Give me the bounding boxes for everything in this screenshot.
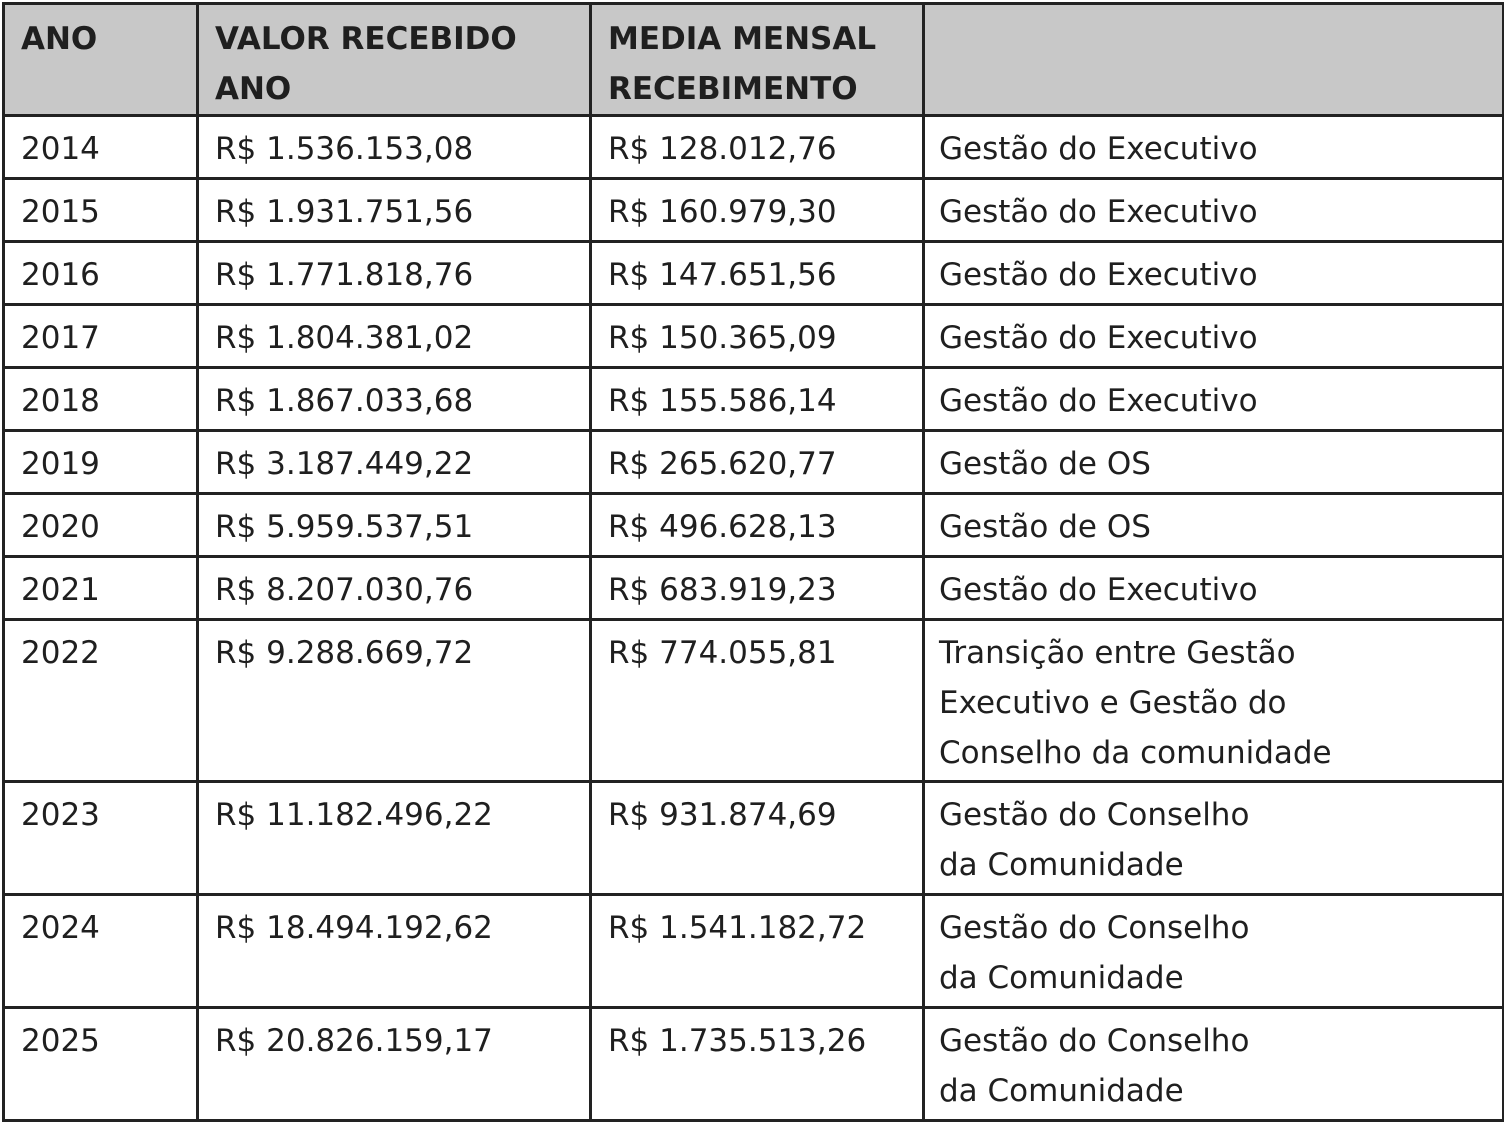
cell-valor: R$ 1.771.818,76	[198, 242, 591, 305]
table-row	[4, 242, 1504, 305]
cell-gestao: Transição entre Gestão Executivo e Gestão do Conselho da comunidade	[924, 620, 1504, 782]
cell-ano: 2019	[4, 431, 198, 494]
table-row	[4, 895, 1504, 1008]
cell-valor: R$ 1.867.033,68	[198, 368, 591, 431]
receipts-table	[2, 2, 1504, 1122]
table-row	[4, 494, 1504, 557]
cell-media: R$ 1.541.182,72	[591, 895, 924, 1008]
cell-ano: 2025	[4, 1008, 198, 1121]
table-header	[4, 4, 1504, 116]
cell-media: R$ 128.012,76	[591, 116, 924, 179]
cell-ano: 2023	[4, 782, 198, 895]
cell-valor: R$ 5.959.537,51	[198, 494, 591, 557]
table-row	[4, 620, 1504, 782]
cell-gestao: Gestão do Conselho da Comunidade	[924, 895, 1504, 1008]
cell-media: R$ 265.620,77	[591, 431, 924, 494]
cell-valor: R$ 20.826.159,17	[198, 1008, 591, 1121]
cell-valor: R$ 8.207.030,76	[198, 557, 591, 620]
cell-gestao: Gestão do Conselho da Comunidade	[924, 782, 1504, 895]
cell-valor: R$ 1.536.153,08	[198, 116, 591, 179]
table-body	[4, 116, 1504, 1121]
cell-media: R$ 150.365,09	[591, 305, 924, 368]
cell-ano: 2021	[4, 557, 198, 620]
header-gestao	[924, 4, 1504, 116]
table-row	[4, 782, 1504, 895]
header-media-mensal: MEDIA MENSAL RECEBIMENTO	[591, 4, 924, 116]
table-row	[4, 179, 1504, 242]
cell-gestao: Gestão do Executivo	[924, 557, 1504, 620]
table-row	[4, 368, 1504, 431]
cell-valor: R$ 3.187.449,22	[198, 431, 591, 494]
cell-media: R$ 147.651,56	[591, 242, 924, 305]
cell-gestao: Gestão do Executivo	[924, 116, 1504, 179]
header-valor-recebido-ano: VALOR RECEBIDO ANO	[198, 4, 591, 116]
header-ano: ANO	[4, 4, 198, 116]
cell-gestao: Gestão do Executivo	[924, 179, 1504, 242]
cell-valor: R$ 1.804.381,02	[198, 305, 591, 368]
cell-media: R$ 931.874,69	[591, 782, 924, 895]
cell-ano: 2014	[4, 116, 198, 179]
cell-media: R$ 496.628,13	[591, 494, 924, 557]
cell-media: R$ 1.735.513,26	[591, 1008, 924, 1121]
table-row	[4, 305, 1504, 368]
cell-ano: 2020	[4, 494, 198, 557]
cell-ano: 2015	[4, 179, 198, 242]
table-row	[4, 431, 1504, 494]
cell-ano: 2016	[4, 242, 198, 305]
cell-gestao: Gestão do Executivo	[924, 368, 1504, 431]
cell-gestao: Gestão de OS	[924, 494, 1504, 557]
table-row	[4, 116, 1504, 179]
cell-media: R$ 155.586,14	[591, 368, 924, 431]
cell-ano: 2018	[4, 368, 198, 431]
cell-gestao: Gestão de OS	[924, 431, 1504, 494]
table-row	[4, 557, 1504, 620]
cell-media: R$ 160.979,30	[591, 179, 924, 242]
cell-media: R$ 774.055,81	[591, 620, 924, 782]
cell-gestao: Gestão do Executivo	[924, 242, 1504, 305]
header-row	[4, 4, 1504, 116]
cell-gestao: Gestão do Executivo	[924, 305, 1504, 368]
cell-gestao: Gestão do Conselho da Comunidade	[924, 1008, 1504, 1121]
table-row	[4, 1008, 1504, 1121]
cell-ano: 2024	[4, 895, 198, 1008]
cell-valor: R$ 1.931.751,56	[198, 179, 591, 242]
cell-ano: 2022	[4, 620, 198, 782]
cell-valor: R$ 18.494.192,62	[198, 895, 591, 1008]
cell-ano: 2017	[4, 305, 198, 368]
cell-valor: R$ 11.182.496,22	[198, 782, 591, 895]
cell-valor: R$ 9.288.669,72	[198, 620, 591, 782]
cell-media: R$ 683.919,23	[591, 557, 924, 620]
